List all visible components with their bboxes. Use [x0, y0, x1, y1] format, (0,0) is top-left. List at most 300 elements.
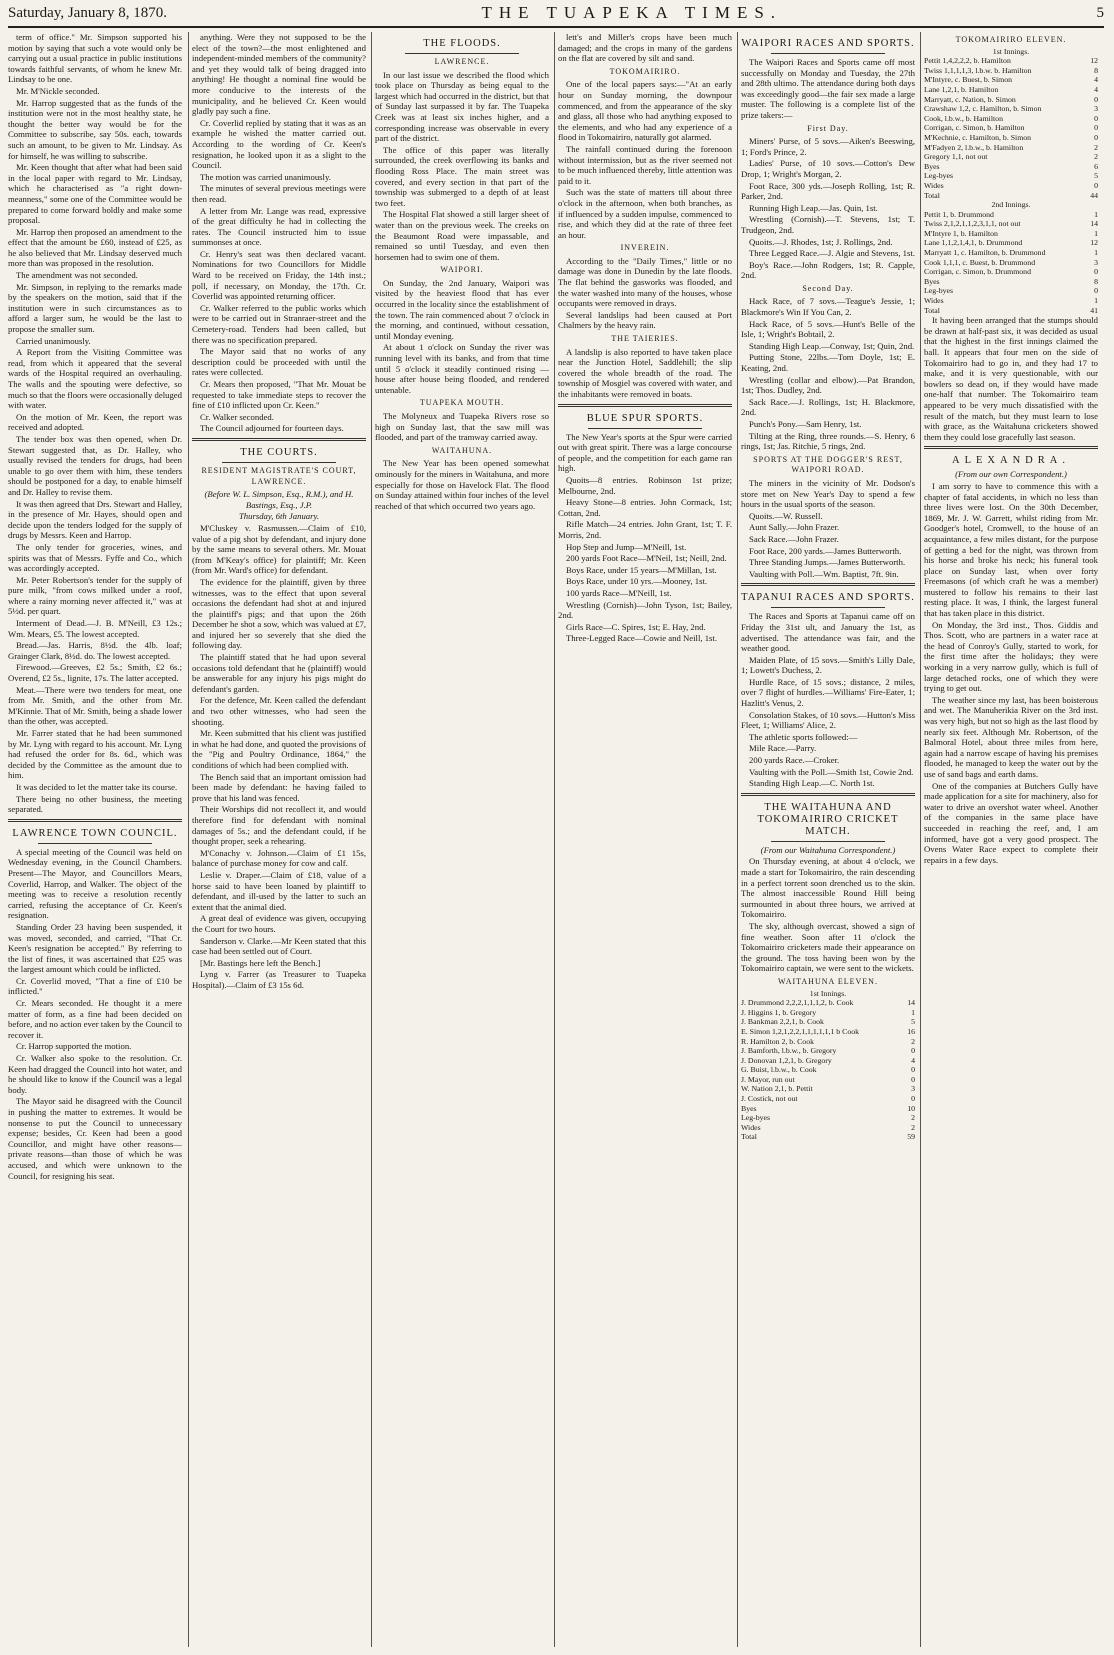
paragraph: Running High Leap.—Jas. Quin, 1st.	[749, 202, 878, 213]
paragraph: Cr. Walker seconded.	[200, 411, 274, 422]
batsman: J. Donovan 1,2,1, b. Gregory	[741, 1055, 832, 1065]
runs: 1	[1094, 228, 1098, 238]
score-row	[924, 229, 1098, 239]
score-row	[924, 248, 1098, 258]
paragraph: The rainfall continued during the forenoon without intermission, but as the river seemed not to be much influenced thereby, little attention was paid to it.	[558, 143, 732, 186]
batsman: Pettit 1,4,2,2,2, b. Hamilton	[924, 56, 1011, 66]
innings-label: 2nd Innings.	[991, 200, 1031, 210]
paragraph: A Report from the Visiting Committee was read, from which it appeared that the several wards of the Hospital required an overhauling. The walls and the spouting were defective, so much so that the floors were occasionally deluged with water.	[8, 347, 182, 411]
paragraph: A special meeting of the Council was held on Wednesday evening, in the Council Chambers. Present—The Mayor, and Councillors Mears, Coverlid, Harrop, and Walker. The object of the meeting was to receive a resolution recently carried, refusing the acceptance of Cr. Keen's resignation.	[8, 846, 182, 921]
total-value: 41	[1090, 305, 1098, 315]
paragraph: Cr. Walker also spoke to the resolution. Cr. Keen had dragged the Council into hot water, and he should like to know if the Council was a legal body.	[8, 1053, 182, 1095]
score-row	[741, 1084, 915, 1094]
headline: THE COURTS.	[240, 446, 318, 458]
runs: 1	[911, 1007, 915, 1017]
batsman: Wides	[924, 180, 944, 190]
headline: THE FLOODS.	[423, 38, 501, 49]
headline: TAPANUI RACES AND SPORTS.	[741, 592, 915, 604]
headline: WAIPORI RACES AND SPORTS.	[741, 38, 915, 49]
batsman: Lane 1,2,1, b. Hamilton	[924, 84, 999, 94]
batsman: Cook, l.b.w., b. Hamilton	[924, 113, 1003, 123]
batsman: Leg-byes	[924, 171, 954, 181]
scorecard-rows	[924, 210, 1098, 306]
paragraph: In our last issue we described the flood which took place on Thursday as being equal to the largest which had occurred in the district, but that of Sunday last surpassed it by far. The Tuapeka Creek was at least six inches higher, and a corresponding increase was observable in every part of the district.	[375, 69, 549, 144]
paragraph: Mr. Simpson, in replying to the remarks made by the speakers on the motion, said that if the institution were in such circumstances as to afford a larger sum, he would be the last to propose the smaller sum.	[8, 281, 182, 335]
score-row	[741, 1037, 915, 1047]
runs: 2	[911, 1122, 915, 1132]
divider	[8, 819, 182, 822]
paragraph: Such was the state of matters till about three o'clock in the afternoon, when both branches, as if influenced by a sudden impulse, commenced to rise, and which they did at the rate of three feet an hour.	[558, 187, 732, 240]
batsman: J. Higgins 1, b. Gregory	[741, 1007, 817, 1017]
runs: 5	[911, 1017, 915, 1027]
paragraph: According to the "Daily Times," little or no damage was done in Dunedin by the late floods. The flat behind the gasworks was flooded, and the water washed into many of the houses, whose occupants were removed in drays.	[558, 255, 732, 309]
score-row	[924, 219, 1098, 229]
paragraph: For the defence, Mr. Keen called the defendant and two other witnesses, who had seen the shooting.	[192, 695, 366, 727]
paragraph: Standing High Leap.—Conway, 1st; Quin, 2nd.	[749, 340, 915, 351]
runs: 6	[1094, 161, 1098, 171]
paragraph: It was then agreed that Drs. Stewart and Halley, in the presence of Mr. Hayes, should open and decide upon the tenders lodged for the supply of drugs by Messrs. Keen and Harrop.	[8, 498, 182, 541]
paragraph: Cr. Mears then proposed, "That Mr. Mouat be requested to take immediate steps to recover the fine of £10 inflicted upon Cr. Keen."	[192, 379, 366, 411]
paragraph: Three-Legged Race—Cowie and Neill, 1st.	[566, 633, 718, 644]
score-row	[741, 1094, 915, 1104]
score-row	[924, 85, 1098, 95]
paragraph: Mr. Keen submitted that his client was justified in what he had done, and quoted the provisions of the "Pig and Poultry Ordinance, 1864," the conditions of which had been complied with.	[192, 728, 366, 770]
scorecard-rows	[924, 56, 1098, 190]
score-row	[741, 1056, 915, 1066]
byline: (Before W. L. Simpson, Esq., R.M.), and H. Bastings, Esq., J.P.	[204, 489, 354, 510]
runs: 0	[1094, 286, 1098, 296]
paragraph: The New Year has been opened somewhat ominously for the miners in Waitahuna, and more especially for those on Havelock Flat. The flood on Sunday attained within four inches of the level reached of that which occurred two years ago.	[375, 458, 549, 511]
paragraph: Hack Race, of 5 sovs.—Hunt's Belle of the Isle, 1; Wright's Bobtail, 2.	[741, 318, 915, 340]
score-row	[924, 152, 1098, 162]
score-row	[924, 238, 1098, 248]
score-row	[924, 258, 1098, 268]
runs: 0	[911, 1046, 915, 1056]
score-row	[924, 56, 1098, 66]
subheading: SPORTS AT THE DOGGER'S REST, WAIPORI ROAD.	[753, 454, 903, 475]
paragraph: Ladies' Purse, of 10 sovs.—Cotton's Dew Drop, 1; Wright's Morgan, 2.	[741, 158, 915, 179]
runs: 12	[1090, 238, 1098, 248]
batsman: M'Intyre, c. Buest, b. Simon	[924, 75, 1013, 85]
paragraph: Putting Stone, 22lbs.—Tom Doyle, 1st; E. Keating, 2nd.	[741, 352, 915, 374]
score-row	[741, 1017, 915, 1027]
paragraph: Standing High Leap.—C. North 1st.	[749, 778, 875, 789]
batsman: M'Kechnie, c. Hamilton, b. Simon	[924, 132, 1032, 142]
paragraph: It was decided to let the matter take its course.	[16, 781, 178, 792]
score-row	[924, 123, 1098, 133]
paragraph: Mr. Harrop suggested that as the funds of the institution were not in the most healthy state, he thought the better way would be for the Committee to subscribe, say 50s. each, towards such an amount, to be given to Mr. Lindsay. As for himself, he was willing to subscribe.	[8, 97, 182, 161]
paragraph: The athletic sports followed:—	[749, 731, 858, 742]
article-body	[8, 32, 182, 815]
paragraph: Sanderson v. Clarke.—Mr Keen stated that this case had been settled out of Court.	[192, 935, 366, 957]
paragraph: One of the companies at Butchers Gully have made application for a site for machinery, also for water to drive an overshot water wheel. Another of the companies in the same place have succeeded in reaching the reef, and, I am informed, have got a very good prospect. The Ovens Water Race expect to complete their repairs in a few days.	[924, 780, 1098, 865]
page-number: 5	[1096, 4, 1104, 21]
paragraph: The Waipori Races and Sports came off most successfully on Monday and Tuesday, the 27th and 28th ultimo. The attendance during both days was exceedingly good—the fair sex made a large muster. The following is a complete list of the prize takers:—	[741, 57, 915, 120]
score-row	[741, 1075, 915, 1085]
total-value: 44	[1090, 190, 1098, 200]
paragraph: Boys Race, under 15 years—M'Millan, 1st.	[566, 564, 717, 575]
divider	[771, 841, 885, 842]
score-row	[741, 1065, 915, 1075]
batsman: Corrigan, c. Simon, b. Hamilton	[924, 123, 1025, 133]
runs: 0	[1094, 267, 1098, 277]
runs: 5	[1094, 171, 1098, 181]
column-rule	[920, 32, 921, 1647]
paragraph: Boys Race, under 10 yrs.—Mooney, 1st.	[566, 576, 708, 587]
paragraph: Quoits.—W. Russell.	[749, 510, 823, 521]
paragraph: The evidence for the plaintiff, given by three witnesses, was to the effect that upon several occasions the defendant had shot at and injured the plaintiff's pigs; and that upon the 26th December he shot a sow, which was valued at £7, and injured her so severely that she died the following day.	[192, 576, 366, 651]
headline: BLUE SPUR SPORTS.	[586, 412, 704, 424]
paragraph: Carried unanimously.	[16, 335, 91, 346]
column-4	[558, 32, 732, 1647]
paragraph: The tender box was then opened, when Dr. Stewart suggested that, as Dr. Halley, who usually revised the tenders for drugs, had been unable to go over them with him, these tenders should be postponed for a day, to enable himself and Dr. Halley to revise them.	[8, 433, 182, 497]
subheading: THE TAIERIES.	[611, 334, 679, 344]
runs: 3	[1094, 104, 1098, 114]
batsman: G. Buist, l.b.w., b. Cook	[741, 1065, 817, 1075]
runs: 4	[911, 1055, 915, 1065]
runs: 3	[1094, 257, 1098, 267]
runs: 14	[907, 998, 915, 1008]
total-row	[741, 1132, 915, 1142]
batsman: J. Bamforth, l.b.w., b. Gregory	[741, 1046, 837, 1056]
paragraph: 200 yards Foot Race—M'Neil, 1st; Neill, 2nd.	[566, 553, 727, 564]
paragraph: Boy's Race.—John Rodgers, 1st; R. Capple, 2nd.	[741, 259, 915, 281]
column-3	[375, 32, 549, 1647]
divider	[558, 404, 732, 407]
paragraph: Cr. Harrop supported the motion.	[16, 1041, 132, 1052]
batsman: W. Nation 2,1, b. Pettit	[741, 1084, 813, 1094]
paragraph: Standing Order 23 having been suspended, it was moved, seconded, and carried, "That Cr. Keen's resignation be accepted." By referring to the list of fines, it was ascertained that £25 was the largest amount which could be inflicted.	[8, 921, 182, 975]
paragraph: 100 yards Race—M'Neill, 1st.	[566, 587, 672, 598]
paragraph: The weather since my last, has been boisterous and wet. The Manuherikia River on the 3rd inst. was very high, but not so high as the last flood by nearly six feet. Although Mr. Robertson, of the Balmoral Hotel, about three miles from here, again had a narrow escape of having his premises flooded, he managed to keep the water out by the use of sand bags and earth dams.	[924, 694, 1098, 779]
divider	[741, 583, 915, 586]
paragraph: A great deal of evidence was given, occupying the Court for two hours.	[192, 913, 366, 934]
paragraph: Several landslips had been caused at Port Chalmers by the heavy rain.	[558, 309, 732, 331]
dateline: Thursday, 6th January.	[238, 511, 320, 522]
paragraph: The Molyneux and Tuapeka Rivers rose so high on Sunday last, that the saw mill was flooded, and part of the tramway carried away.	[375, 411, 549, 443]
divider	[38, 843, 152, 844]
paragraph: The sky, although overcast, showed a sign of fine weather. Soon after 11 o'clock the Tokomairiro cricketers made their appearance on the ground. The toss having been won by the Tokomairiro captain, we were sent to the wickets.	[741, 920, 915, 974]
paragraph: The minutes of several previous meetings were then read.	[192, 183, 366, 204]
byline: (From our own Correspondent.)	[955, 469, 1067, 480]
paragraph: [Mr. Bastings here left the Bench.]	[200, 957, 321, 968]
score-row	[924, 277, 1098, 287]
newspaper-title: THE TUAPEKA TIMES.	[481, 3, 783, 22]
paragraph: Sack Race.—John Frazer.	[749, 533, 839, 544]
paragraph: Wrestling (collar and elbow).—Pat Brandon, 1st; Thos. Dudley, 2nd.	[741, 374, 915, 396]
subheading: WAITAHUNA.	[431, 445, 493, 455]
headline: THE WAITAHUNA AND TOKOMAIRIRO CRICKET MATCH.	[757, 801, 899, 837]
score-row	[741, 1008, 915, 1018]
runs: 0	[1094, 94, 1098, 104]
divider	[771, 53, 885, 54]
score-row	[924, 296, 1098, 306]
subheading: RESIDENT MAGISTRATE'S COURT, LAWRENCE.	[201, 465, 357, 486]
batsman: J. Bankman 2,2,1, b. Cook	[741, 1017, 824, 1027]
score-row	[924, 75, 1098, 85]
column-5	[741, 32, 915, 1647]
paragraph: Wrestling (Cornish)—John Tyson, 1st; Bailey, 2nd.	[558, 599, 732, 621]
paragraph: On Sunday, the 2nd January, Waipori was visited by the heaviest flood that has ever occurred in the locality since the establishment of the town. The rain commenced about 7 o'clock in the morning, and continued, without cessation, until Monday evening.	[375, 277, 549, 341]
paragraph: term of office." Mr. Simpson supported his motion by saying that such a vote would only be carrying out a usual practice in public institutions towards faithful servants, of whom he knew Mr. Lindsay to be one.	[8, 32, 182, 85]
score-row	[924, 267, 1098, 277]
paragraph: Three Standing Jumps.—James Butterworth.	[749, 557, 906, 568]
paragraph: Wrestling (Cornish).—T. Stevens, 1st; T. Trudgeon, 2nd.	[741, 214, 915, 235]
paragraph: It having been arranged that the stumps should be drawn at half-past six, it was decided as usual that the highest in the first innings claimed the ball. It appears that four men on the side of Tokomairiro had to go in, and they had 17 to make, and it is very questionable, with our bowlers so dead on, if they would have made one-half that number. The Tokomairiro team appeared to be very much dissatisfied with the result of the match, but they must learn to lose with grace, as the Waitahuna cricketers showed them they could lose gracefully last season.	[924, 315, 1098, 442]
runs: 3	[911, 1084, 915, 1094]
paragraph: Girls Race—C. Spires, 1st; E. Hay, 2nd.	[566, 621, 706, 632]
paragraph: The only tender for groceries, wines, and spirits was that of Messrs. Fyffe and Co., which was accordingly accepted.	[8, 541, 182, 574]
paragraph: Mr. Harrop then proposed an amendment to the effect that the amount be £60, instead of £25, as he also believed that Mr. Lindsay deserved much more than was proposed in the resolution.	[8, 226, 182, 269]
scorecard-title: TOKOMAIRIRO ELEVEN.	[955, 35, 1067, 44]
paragraph: Miners' Purse, of 5 sovs.—Aiken's Beeswing, 1; Ford's Prince, 2.	[741, 136, 915, 157]
runs: 16	[907, 1026, 915, 1036]
paragraph: The Hospital Flat showed a still larger sheet of water than on the previous week. The creeks on the Beaumont Road were impassable, and remained so until Tuesday, and even then horsemen had to swim one of them.	[375, 209, 549, 262]
score-row	[924, 66, 1098, 76]
total-row	[924, 191, 1098, 201]
paragraph: The New Year's sports at the Spur were carried out with great spirit. There was a large concourse of people, and the competition for each game ran high.	[558, 431, 732, 474]
batsman: Crawshaw 1,2, c. Hamilton, b. Simon	[924, 104, 1042, 114]
paragraph: Rifle Match—24 entries. John Grant, 1st; T. F. Morris, 2nd.	[558, 519, 732, 540]
batsman: Byes	[741, 1103, 757, 1113]
paragraph: The plaintiff stated that he had upon several occasions told defendant that he (plaintiff) would be answerable for any injury his pigs might do defendant's garden.	[192, 652, 366, 694]
paragraph: Interment of Dead.—J. B. M'Neill, £3 12s.; Wm. Mears, £5. The lowest accepted.	[8, 618, 182, 639]
score-row	[741, 1104, 915, 1114]
column-rule	[371, 32, 372, 1647]
score-row	[924, 95, 1098, 105]
paragraph: M'Cluskey v. Rasmussen.—Claim of £10, value of a pig shot by defendant, and injury done by the same means to several others. Mr. Mouat (from M'Keay's office) for plaintiff; Mr. Keen (from Mr. Ward's office) for defendant.	[192, 522, 366, 576]
paragraph: There being no other business, the meeting separated.	[8, 793, 182, 815]
runs: 0	[1094, 123, 1098, 133]
total-value: 59	[907, 1132, 915, 1142]
paragraph: Sack Race.—J. Rollings, 1st; H. Blackmore, 2nd.	[741, 396, 915, 418]
runs: 0	[911, 1074, 915, 1084]
score-row	[741, 1123, 915, 1133]
runs: 0	[911, 1094, 915, 1104]
runs: 0	[1094, 132, 1098, 142]
paragraph: The motion was carried unanimously.	[200, 171, 331, 182]
subheading: First Day.	[807, 123, 849, 133]
paragraph: Cr. Coverlid replied by stating that it was as an example he wished the matter carried out. According to the wording of Cr. Keen's resignation, he looked upon it as a slight to the Council.	[192, 117, 366, 171]
paragraph: The office of this paper was literally surrounded, the creek overflowing its banks and flooding Ross Place. The main street was covered, and every section in that part of the township was submerged to a depth of at least two feet.	[375, 144, 549, 208]
runs: 0	[1094, 113, 1098, 123]
batsman: Cook 1,1,1, c. Buest, b. Drummond	[924, 257, 1036, 267]
total-label: Total	[924, 190, 940, 200]
runs: 4	[1094, 84, 1098, 94]
paragraph: The Mayor said he disagreed with the Council in pushing the matter to extremes. It would be nonsense to put the Council to unnecessary expense; besides, Cr. Keen had been a good Councillor, and might have other reasons—private reasons—than those of which he was accused, and which were unknown to the Council, for resigning his seat.	[8, 1096, 182, 1181]
paragraph: lett's and Miller's crops have been much damaged; and the crops in many of the gardens on the flat are covered by silt and sand.	[558, 32, 732, 64]
subheading: TUAPEKA MOUTH.	[419, 398, 505, 408]
paragraph: Heavy Stone—8 entries. John Cormack, 1st; Cottan, 2nd.	[558, 497, 732, 518]
column-1	[8, 32, 182, 1647]
paragraph: Foot Race, 200 yards.—James Butterworth.	[749, 545, 902, 556]
paragraph: Tilting at the Ring, three rounds.—S. Henry, 6 rings, 1st; Jas. Ritchie, 5 rings, 2nd.	[741, 430, 915, 452]
batsman: Twiss 1,1,1,1,3, l.b.w. b. Hamilton	[924, 65, 1032, 75]
paragraph: Hack Race, of 7 sovs.—Teague's Jessie, 1; Blackmore's Win If You Can, 2.	[741, 296, 915, 318]
total-label: Total	[741, 1132, 757, 1142]
runs: 1	[1094, 209, 1098, 219]
paragraph: Consolation Stakes, of 10 sovs.—Hutton's Miss Fleet, 1; Williams' Alice, 2.	[741, 709, 915, 731]
batsman: Wides	[924, 296, 944, 306]
paragraph: Mr. Farrer stated that he had been summoned by Mr. Lyng with regard to his account. Mr. Lyng had refused the order for 8s. 6d., which was decided by the Committee as the amount due to him.	[8, 728, 182, 781]
batsman: E. Simon 1,2,1,2,2,1,1,1,1,1,1 b Cook	[741, 1026, 860, 1036]
score-row	[924, 104, 1098, 114]
paragraph: The Bench said that an important omission had been made by defendant: he having failed to prove that his land was fenced.	[192, 771, 366, 803]
paragraph: anything. Were they not supposed to be the elect of the town?—the most enlightened and independent-minded members of the community? and yet they would talk of being dragged into anything! He thought a nominal fine would be more conducive to the interests of the municipality, and he believed Cr. Keen would gladly pay such a fine.	[192, 32, 366, 117]
subheading: LAWRENCE.	[434, 57, 490, 66]
score-row	[924, 114, 1098, 124]
batsman: R. Hamilton 2, b. Cook	[741, 1036, 814, 1046]
paragraph: Quoits.—J. Rhodes, 1st; J. Rollings, 2nd.	[749, 236, 893, 247]
batsman: Leg-byes	[741, 1113, 771, 1123]
divider	[405, 53, 519, 54]
batsman: Pettit 1, b. Drummond	[924, 209, 994, 219]
paragraph: One of the local papers says:—"At an early hour on Sunday morning, the downpour commenced, and from the appearance of the sky and glass, all those who had anything exposed to the elements, and who had any experience of a flood in Tokomairiro, naturally got alarmed.	[558, 79, 732, 143]
subheading: Second Day.	[802, 283, 854, 293]
column-6	[924, 32, 1098, 1647]
runs: 2	[911, 1036, 915, 1046]
paragraph: Foot Race, 300 yds.—Joseph Rolling, 1st; R. Parker, 2nd.	[741, 180, 915, 202]
runs: 8	[1094, 276, 1098, 286]
paragraph: Mr. M'Nickle seconded.	[16, 85, 100, 96]
paragraph: Mr. Peter Robertson's tender for the supply of pure milk, "from cows milked under a roof, where a rainy morning never affected it," was at 5½d. per quart.	[8, 574, 182, 617]
paragraph: At about 1 o'clock on Sunday the river was running level with its banks, and from that time until 5 o'clock it steadily continued rising —house after house being flooded, and rendered untenable.	[375, 342, 549, 395]
paragraph: Leslie v. Draper.—Claim of £18, value of a horse said to have been loaned by plaintiff to defendant, and ill-used by the latter to such an extent that the animal died.	[192, 869, 366, 912]
batsman: Marryatt, c. Nation, b. Simon	[924, 94, 1016, 104]
paragraph: Quoits—8 entries. Robinson 1st prize; Melbourne, 2nd.	[558, 474, 732, 496]
score-row	[741, 1046, 915, 1056]
runs: 14	[1090, 219, 1098, 229]
subheading: INVEREIN.	[620, 243, 670, 253]
paragraph: Cr. Coverlid moved, "That a fine of £10 be inflicted."	[8, 975, 182, 997]
paragraph: Maiden Plate, of 15 sovs.—Smith's Lilly Dale, 1; Lowett's Duchess, 2.	[741, 654, 915, 676]
runs: 2	[1094, 142, 1098, 152]
batsman: Byes	[924, 276, 940, 286]
score-row	[924, 181, 1098, 191]
paragraph: The amendment was not seconded.	[16, 270, 138, 281]
runs: 12	[1090, 56, 1098, 66]
runs: 2	[1094, 152, 1098, 162]
paragraph: 200 yards Race.—Croker.	[749, 755, 840, 766]
headline: LAWRENCE TOWN COUNCIL.	[12, 827, 178, 839]
paragraph: The Mayor said that no works of any description could be proceeded with until the rates were collected.	[192, 346, 366, 378]
paragraph: Firewood.—Greeves, £2 5s.; Smith, £2 6s.; Overend, £2 5s., lignite, 17s. The latter accepted.	[8, 662, 182, 684]
paragraph: On Monday, the 3rd inst., Thos. Giddis and Thos. Scott, who are partners in a water race at the head of Conroy's Gully, started to work, for the first time after the holidays; they were working in a very narrow gully, which is full of large detached rocks, one of which they were trying to get out.	[924, 619, 1098, 694]
score-row	[924, 286, 1098, 296]
paragraph: Bread.—Jas. Harris, 8½d. the 4lb. loaf; Grainger Clark, 8½d. do. The lowest accepted.	[8, 640, 182, 661]
runs: 1	[1094, 248, 1098, 258]
paragraph: Lyng v. Farrer (as Treasurer to Tuapeka Hospital).—Claim of £3 15s 6d.	[192, 969, 366, 990]
batsman: Twiss 2,1,2,1,1,2,3,1,1, not out	[924, 219, 1021, 229]
column-rule	[188, 32, 189, 1647]
masthead	[8, 0, 1104, 28]
paragraph: Meat.—There were two tenders for meat, one from Mr. Smith, and the other from Mr. M'Kinnie. That of Mr. Smith, being a shade lower than the other, was accepted.	[8, 684, 182, 727]
batsman: Lane 1,1,2,1,4,1, b. Drummond	[924, 238, 1023, 248]
issue-date: Saturday, January 8, 1870.	[8, 4, 167, 21]
scorecard-title: WAITAHUNA ELEVEN.	[778, 976, 878, 986]
batsman: Byes	[924, 161, 940, 171]
divider	[222, 462, 336, 463]
score-row	[924, 210, 1098, 220]
column-rule	[554, 32, 555, 1647]
paragraph: Hop Step and Jump—M'Neill, 1st.	[566, 541, 687, 552]
paragraph: Vaulting with Poll.—Wm. Baptist, 7ft. 9in.	[749, 568, 899, 579]
runs: 4	[1094, 75, 1098, 85]
paragraph: A landslip is also reported to have taken place near the Junction Hotel, Saddlehill; the slip covered the whole breadth of the road. The township of Mosgiel was covered with water, and the inhabitants were removed in boats.	[558, 346, 732, 399]
runs: 0	[911, 1065, 915, 1075]
batsman: Leg-byes	[924, 286, 954, 296]
batsman: Gregory 1,1, not out	[924, 152, 988, 162]
batsman: M'Intyre 1, b. Hamilton	[924, 228, 998, 238]
runs: 2	[911, 1113, 915, 1123]
batsman: M'Fadyen 2, l.b.w., b. Hamilton	[924, 142, 1024, 152]
batsman: J. Mayor, run out	[741, 1074, 795, 1084]
batsman: Marryatt 1, c. Hamilton, b. Drummond	[924, 248, 1046, 258]
scorecard-tokomairiro	[924, 35, 1098, 315]
score-row	[924, 171, 1098, 181]
paragraph: Their Worships did not recollect it, and would therefore find for defendant with nominal damages of 5s.; and the defendant could, if he thought proper, seek a rehearing.	[192, 804, 366, 847]
paragraph: On Thursday evening, at about 4 o'clock, we made a start for Tokomairiro, the rain descending in a perfect torrent soon drenched us to the skin. The almost inaccessible Round Hill being surmounted in about three hours, we arrived at Tokomairiro.	[741, 856, 915, 920]
divider	[192, 438, 366, 441]
column-rule	[737, 32, 738, 1647]
paragraph: M'Conachy v. Johnson.—Claim of £1 15s, balance of purchase money for cow and calf.	[192, 847, 366, 869]
divider	[771, 607, 885, 608]
subheading: TOKOMAIRIRO.	[609, 66, 681, 76]
paragraph: Cr. Henry's seat was then declared vacant. Nominations for two Councillors for Middle Ward to be received on Friday, the 14th inst.; poll, if necessary, on Monday, the 17th. Cr. Coverlid was appointed returning officer.	[192, 248, 366, 302]
paragraph: Hurdle Race, of 15 sovs.; distance, 2 miles, over 7 flight of hurdles.—Williams' Fire-Eater, 1; Hazlitt's Venus, 2.	[741, 676, 915, 709]
runs: 1	[1094, 296, 1098, 306]
runs: 10	[907, 1103, 915, 1113]
subheading: WAIPORI.	[440, 265, 484, 275]
scorecard-waitahuna	[741, 977, 915, 1142]
paragraph: Cr. Mears seconded. He thought it a mere matter of form, as a fine had been decided on before, and no action ever taken by the Council to recover it.	[8, 998, 182, 1040]
divider	[924, 446, 1098, 449]
score-row	[924, 143, 1098, 153]
batsman: Wides	[741, 1122, 761, 1132]
paragraph: Punch's Pony.—Sam Henry, 1st.	[749, 419, 862, 429]
total-row	[924, 306, 1098, 316]
total-label: Total	[924, 305, 940, 315]
paragraph: The miners in the vicinity of Mr. Dodson's store met on New Year's Day to spend a few hours in the usual sports of the season.	[741, 477, 915, 510]
divider	[588, 428, 702, 429]
paragraph: Mr. Keen thought that after what had been said in the local paper with regard to Mr. Lindsay, which he characterised as "a right down-meanness," some one of the Committee would be prepared to come forward boldly and make some proposal.	[8, 162, 182, 226]
paragraph: I am sorry to have to commence this with a chapter of fatal accidents, in which no less than three lives were lost. On the 30th December, 1869, Mr. J. W. Garrett, whilst riding from Mr. Goodger's hotel, Cromwell, to the house of an acquaintance, a few miles distant, for the purpose of getting a bed for the night, was thrown from his horse and broke his neck; his funeral took place on Sunday last, when over forty Freemasons (of which craft he was a member) mustered to follow his remains to their last resting place. It was, I think, the largest funeral that has taken place in this district.	[924, 480, 1098, 619]
paragraph: The Races and Sports at Tapanui came off on Friday the 31st ult, and January the 1st, as advertised. The attendance was fair, and the weather good.	[741, 611, 915, 654]
score-row	[741, 1027, 915, 1037]
score-row	[741, 998, 915, 1008]
paragraph: Three Legged Race.—J. Algie and Stevens, 1st.	[749, 248, 915, 259]
score-row	[924, 162, 1098, 172]
byline: (From our Waitahuna Correspondent.)	[760, 844, 896, 855]
column-2	[192, 32, 366, 1647]
runs: 8	[1094, 65, 1098, 75]
paragraph: On the motion of Mr. Keen, the report was received and adopted.	[8, 411, 182, 433]
paragraph: Cr. Walker referred to the public works which were to be carried out in Stranraer-street and the Cemetery-road. Tenders had been called, but there was no specification prepared.	[192, 302, 366, 345]
batsman: J. Drummond 2,2,2,1,1,1,2, b. Cook	[741, 998, 854, 1008]
innings-label: 1st Innings.	[809, 988, 847, 998]
paragraph: The Council adjourned for fourteen days.	[200, 423, 344, 434]
innings-label: 1st Innings.	[992, 46, 1030, 56]
runs: 0	[1094, 180, 1098, 190]
batsman: J. Costick, not out	[741, 1094, 798, 1104]
score-row	[924, 133, 1098, 143]
score-row	[741, 1113, 915, 1123]
batsman: Corrigan, c. Simon, b. Drummond	[924, 267, 1031, 277]
divider	[741, 793, 915, 796]
headline: ALEXANDRA.	[952, 455, 1070, 467]
scorecard-rows	[741, 998, 915, 1132]
paragraph: A letter from Mr. Lange was read, expressive of the great difficulty he had in collecting the rates. The Council instructed him to issue summonses at once.	[192, 205, 366, 248]
